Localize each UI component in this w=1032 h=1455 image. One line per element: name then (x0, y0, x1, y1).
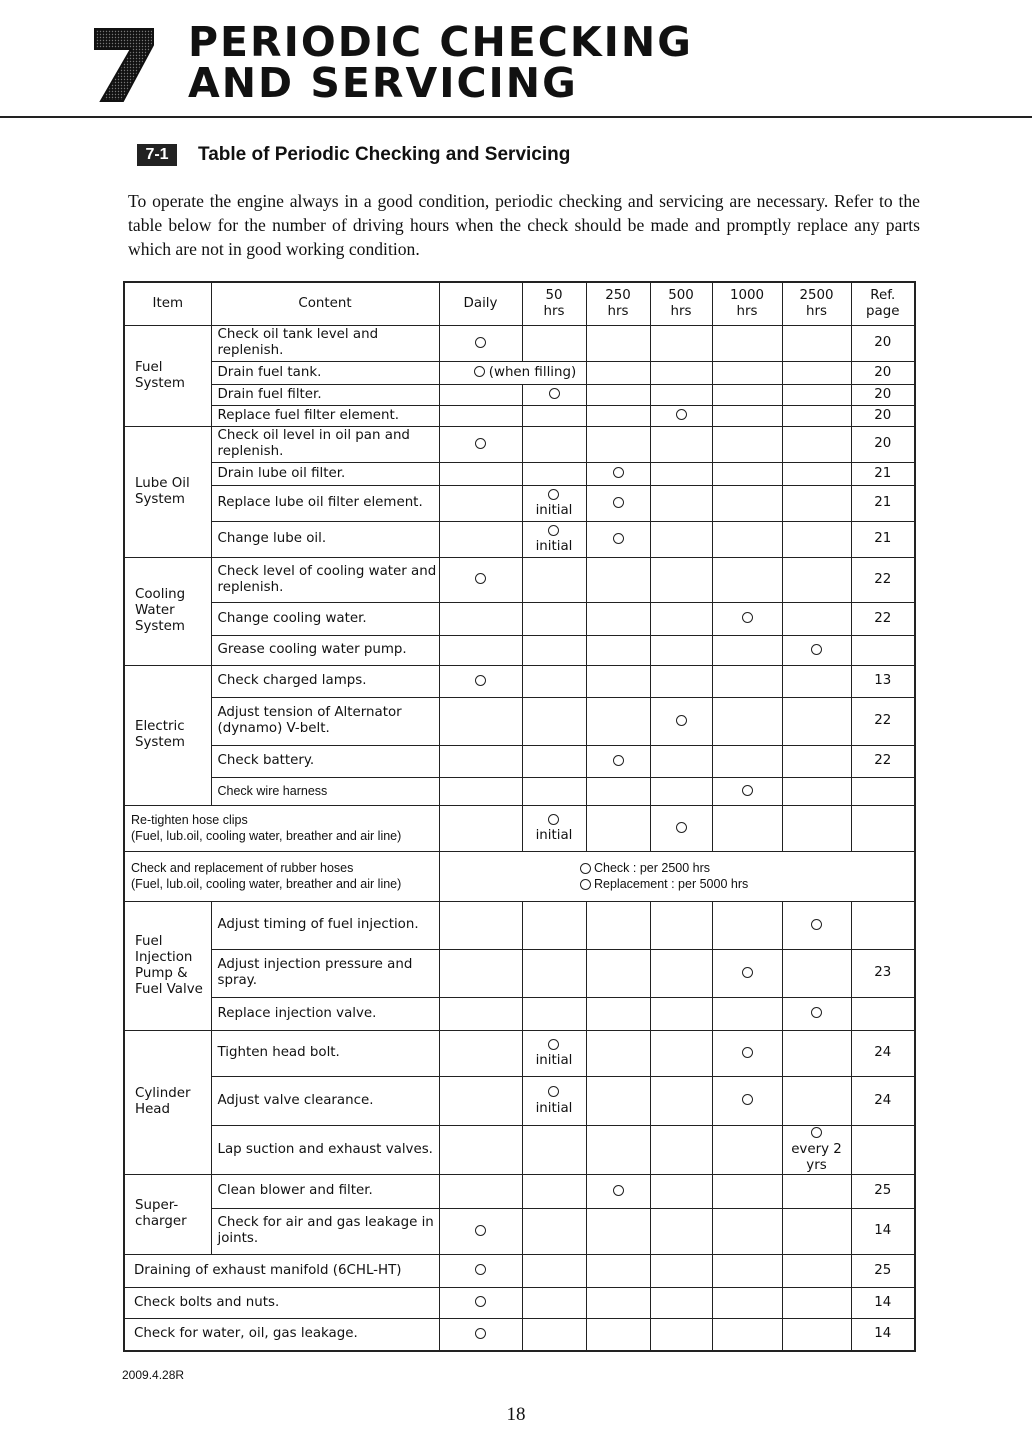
intro-paragraph (128, 189, 920, 261)
header-1000-unit: hrs (736, 303, 758, 319)
check-mark (586, 1174, 650, 1208)
header-500hrs (650, 282, 712, 325)
circle-mark (613, 1185, 624, 1196)
circle-mark (475, 438, 486, 449)
row-content: Check bolts and nuts. (124, 1287, 439, 1318)
table-row (124, 1254, 915, 1287)
page-number: 18 (506, 1404, 526, 1425)
table-row (124, 665, 915, 697)
table-row (124, 697, 915, 745)
section-title: Table of Periodic Checking and Servicing (198, 144, 571, 165)
row-content: Grease cooling water pump. (211, 635, 439, 665)
row-content-line2: (Fuel, lub.oil, cooling water, breather and air line) (131, 829, 402, 843)
header-250hrs (586, 282, 650, 325)
circle-mark (676, 409, 687, 420)
check-mark (439, 1254, 522, 1287)
circle-mark (475, 1225, 486, 1236)
row-content: Change cooling water. (211, 602, 439, 635)
circle-mark (742, 967, 753, 978)
circle-mark (613, 497, 624, 508)
when-filling-label: (when filling) (488, 364, 577, 380)
ref-page: 21 (851, 521, 915, 557)
header-ref-page (851, 282, 915, 325)
check-mark (439, 325, 522, 361)
check-mark (712, 602, 782, 635)
check-mark (439, 665, 522, 697)
circle-mark (811, 644, 822, 655)
ref-page: 24 (851, 1076, 915, 1125)
initial-mark (522, 521, 586, 557)
initial-label: initial (535, 1100, 573, 1116)
table-row (124, 426, 915, 462)
table-row (124, 1287, 915, 1318)
check-mark (782, 997, 851, 1030)
row-content-line1: Re-tighten hose clips (131, 813, 248, 827)
header-250-num: 250 (605, 287, 631, 303)
table-row (124, 602, 915, 635)
row-content: Adjust tension of Alternator (dynamo) V-belt. (211, 697, 439, 745)
check-mark (439, 1208, 522, 1254)
row-content: Lap suction and exhaust valves. (211, 1125, 439, 1174)
circle-mark (811, 1007, 822, 1018)
group-cylinder-head: Cylinder Head (124, 1030, 211, 1174)
row-content: Drain lube oil filter. (211, 462, 439, 485)
row-content: Check for water, oil, gas leakage. (124, 1318, 439, 1351)
circle-mark (742, 612, 753, 623)
ref-page: 25 (851, 1254, 915, 1287)
group-fuel-injection: Fuel Injection Pump & Fuel Valve (124, 901, 211, 1030)
hose-replace-interval: Replacement : per 5000 hrs (593, 877, 749, 891)
check-mark (586, 521, 650, 557)
circle-mark (613, 467, 624, 478)
check-mark (782, 901, 851, 949)
initial-mark (522, 1030, 586, 1076)
every-2-yrs-label: every 2 yrs (791, 1141, 842, 1173)
row-content: Adjust injection pressure and spray. (211, 949, 439, 997)
group-supercharger: Super-charger (124, 1174, 211, 1254)
table-row (124, 805, 915, 851)
initial-mark (522, 485, 586, 521)
row-content: Adjust timing of fuel injection. (211, 901, 439, 949)
circle-mark (580, 863, 591, 874)
header-2500-unit: hrs (806, 303, 827, 319)
table-row (124, 405, 915, 426)
table-row (124, 635, 915, 665)
row-content: Check wire harness (211, 777, 439, 805)
circle-mark (676, 822, 687, 833)
header-daily: Daily (439, 282, 522, 325)
table-row (124, 325, 915, 361)
row-content: Adjust valve clearance. (211, 1076, 439, 1125)
row-content: Check battery. (211, 745, 439, 777)
table-row (124, 361, 915, 384)
table-row (124, 1076, 915, 1125)
ref-page: 14 (851, 1287, 915, 1318)
table-header-row (124, 282, 915, 325)
chapter-title-line2: AND SERVICING (188, 59, 578, 107)
circle-mark (475, 337, 486, 348)
circle-mark (613, 755, 624, 766)
circle-mark (742, 785, 753, 796)
header-page: page (866, 303, 900, 319)
table-row (124, 384, 915, 405)
check-mark (712, 949, 782, 997)
initial-mark (522, 805, 586, 851)
header-2500hrs (782, 282, 851, 325)
header-500-num: 500 (668, 287, 694, 303)
row-content: Change lube oil. (211, 521, 439, 557)
circle-mark (475, 1328, 486, 1339)
circle-mark (580, 879, 591, 890)
row-content: Check level of cooling water and replenish. (211, 557, 439, 602)
check-mark (586, 745, 650, 777)
circle-mark (475, 1264, 486, 1275)
circle-mark (742, 1047, 753, 1058)
check-mark (439, 557, 522, 602)
initial-label: initial (535, 828, 573, 843)
check-mark (439, 1287, 522, 1318)
check-mark (586, 485, 650, 521)
row-content: Check oil level in oil pan and replenish. (211, 426, 439, 462)
row-content-line1: Check and replacement of rubber hoses (131, 861, 354, 875)
chapter-title (188, 18, 693, 107)
table-row (124, 777, 915, 805)
header-50-num: 50 (545, 287, 563, 303)
row-content: Check oil tank level and replenish. (211, 325, 439, 361)
table-row (124, 901, 915, 949)
header-1000-num: 1000 (729, 287, 765, 303)
when-filling-cell (439, 361, 586, 384)
table-row (124, 1208, 915, 1254)
table-row (124, 485, 915, 521)
header-rule (0, 116, 1032, 118)
ref-page: 22 (851, 557, 915, 602)
header-250-unit: hrs (607, 303, 629, 319)
ref-page: 20 (851, 325, 915, 361)
intro-text: To operate the engine always in a good condition, periodic checking and servicing are necessary. Refer to the table below for the number of driving hours when the check should be made and promptly replace any parts which are not in good working condition. (128, 191, 920, 259)
circle-mark (548, 1039, 559, 1050)
section-badge: 7-1 (137, 144, 177, 166)
table-row (124, 557, 915, 602)
row-content: Replace lube oil filter element. (211, 485, 439, 521)
ref-page: 25 (851, 1174, 915, 1208)
initial-label: initial (535, 1053, 573, 1068)
header-content: Content (211, 282, 439, 325)
circle-mark (811, 919, 822, 930)
every-2-yrs-mark (782, 1125, 851, 1174)
row-content: Check for air and gas leakage in joints. (211, 1208, 439, 1254)
row-content (124, 851, 439, 901)
header-item: Item (124, 282, 211, 325)
circle-mark (475, 1296, 486, 1307)
row-content: Check charged lamps. (211, 665, 439, 697)
group-electric-system: Electric System (124, 665, 211, 805)
table-row (124, 1125, 915, 1174)
header-1000hrs (712, 282, 782, 325)
schedule-table (123, 281, 916, 1352)
check-mark (439, 1318, 522, 1351)
header-2500-num: 2500 (799, 287, 834, 303)
row-content: Replace injection valve. (211, 997, 439, 1030)
row-content: Tighten head bolt. (211, 1030, 439, 1076)
check-mark (782, 635, 851, 665)
revision-date: 2009.4.28R (122, 1368, 185, 1382)
row-content: Clean blower and filter. (211, 1174, 439, 1208)
group-cooling-water-system: Cooling Water System (124, 557, 211, 665)
circle-mark (676, 715, 687, 726)
initial-label: initial (535, 503, 573, 518)
row-content: Drain fuel tank. (211, 361, 439, 384)
row-content-line2: (Fuel, lub.oil, cooling water, breather and air line) (131, 877, 402, 891)
ref-page: 20 (851, 384, 915, 405)
header-50-unit: hrs (543, 303, 565, 319)
check-mark (650, 697, 712, 745)
circle-mark (548, 489, 559, 500)
circle-mark (549, 388, 560, 399)
check-mark (522, 384, 586, 405)
initial-mark (522, 1076, 586, 1125)
table-row (124, 462, 915, 485)
ref-page: 14 (851, 1208, 915, 1254)
ref-page: 20 (851, 426, 915, 462)
check-mark (439, 426, 522, 462)
ref-page: 23 (851, 949, 915, 997)
hose-check-interval: Check : per 2500 hrs (593, 861, 711, 875)
circle-mark (474, 366, 485, 377)
circle-mark (811, 1127, 822, 1138)
ref-page: 22 (851, 602, 915, 635)
check-mark (712, 1076, 782, 1125)
header-500-unit: hrs (670, 303, 692, 319)
group-fuel-system: Fuel System (124, 325, 211, 426)
chapter-title-line1: PERIODIC CHECKING (188, 18, 693, 66)
row-content: Replace fuel filter element. (211, 405, 439, 426)
group-lube-oil-system: Lube Oil System (124, 426, 211, 557)
chapter-number-badge (93, 27, 155, 103)
table-row (124, 851, 915, 901)
table-row (124, 521, 915, 557)
ref-page: 22 (851, 697, 915, 745)
circle-mark (548, 814, 559, 825)
check-mark (650, 405, 712, 426)
ref-page: 20 (851, 361, 915, 384)
table-row (124, 1318, 915, 1351)
row-content: Draining of exhaust manifold (6CHL-HT) (124, 1254, 439, 1287)
circle-mark (548, 525, 559, 536)
ref-page: 24 (851, 1030, 915, 1076)
circle-mark (548, 1086, 559, 1097)
table-row (124, 745, 915, 777)
initial-label: initial (535, 539, 573, 554)
circle-mark (742, 1094, 753, 1105)
table-row (124, 997, 915, 1030)
ref-page: 14 (851, 1318, 915, 1351)
ref-page: 21 (851, 462, 915, 485)
ref-page: 13 (851, 665, 915, 697)
table-row (124, 949, 915, 997)
row-content (124, 805, 439, 851)
header-50hrs (522, 282, 586, 325)
hose-interval-cell (439, 851, 915, 901)
circle-mark (475, 573, 486, 584)
circle-mark (475, 675, 486, 686)
table-row (124, 1030, 915, 1076)
header-ref: Ref. (870, 287, 896, 303)
check-mark (712, 1030, 782, 1076)
circle-mark (613, 533, 624, 544)
ref-page: 20 (851, 405, 915, 426)
ref-page: 21 (851, 485, 915, 521)
check-mark (712, 777, 782, 805)
table-row (124, 1174, 915, 1208)
row-content: Drain fuel filter. (211, 384, 439, 405)
ref-page: 22 (851, 745, 915, 777)
check-mark (650, 805, 712, 851)
check-mark (586, 462, 650, 485)
